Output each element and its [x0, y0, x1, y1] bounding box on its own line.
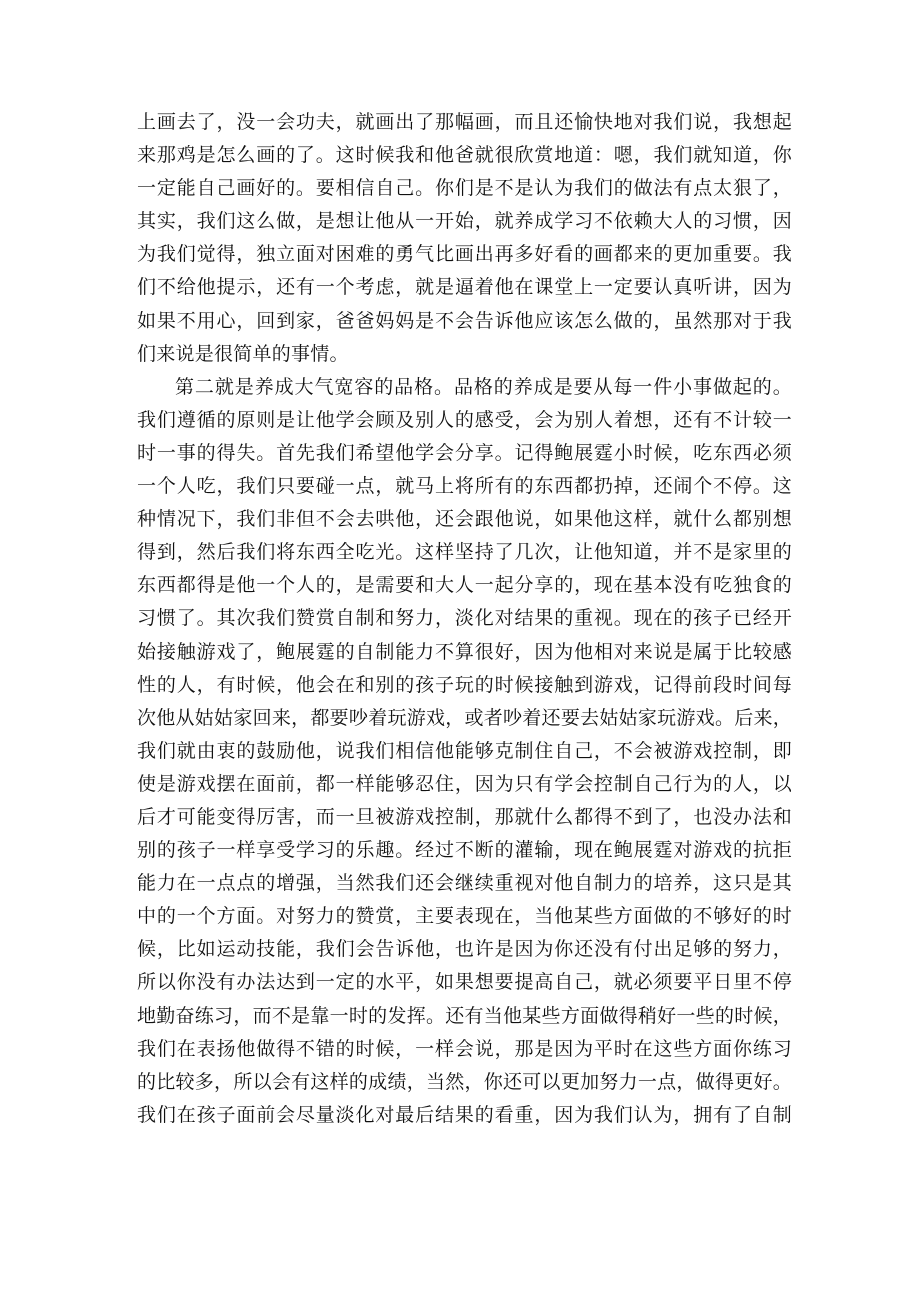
text-line: 们来说是很简单的事情。 [137, 342, 349, 365]
text-line: 得到，然后我们将东西全吃光。这样坚持了几次，让他知道，并不是家里的 [137, 541, 792, 564]
text-line: 其实，我们这么做，是想让他从一开始，就养成学习不依赖大人的习惯，因 [137, 210, 792, 233]
text-line: 我们遵循的原则是让他学会顾及别人的感受，会为别人着想，还有不计较一 [137, 408, 792, 431]
text-line: 为我们觉得，独立面对困难的勇气比画出再多好看的画都来的更加重要。我 [137, 243, 792, 266]
text-line: 后才可能变得厉害，而一旦被游戏控制，那就什么都得不到了，也没办法和 [137, 805, 792, 828]
text-line: 次他从姑姑家回来，都要吵着玩游戏，或者吵着还要去姑姑家玩游戏。后来， [137, 706, 792, 729]
text-line: 们不给他提示，还有一个考虑，就是逼着他在课堂上一定要认真听讲，因为 [137, 276, 792, 299]
paragraph [137, 106, 792, 371]
text-line: 的比较多，所以会有这样的成绩，当然，你还可以更加努力一点，做得更好。 [137, 1070, 792, 1093]
text-line: 候，比如运动技能，我们会告诉他，也许是因为你还没有付出足够的努力， [137, 938, 792, 961]
text-line: 使是游戏摆在面前，都一样能够忍住，因为只有学会控制自己行为的人，以 [137, 772, 792, 795]
text-line: 时一事的得失。首先我们希望他学会分享。记得鲍展霆小时候，吃东西必须 [137, 441, 792, 464]
text-line: 我们就由衷的鼓励他，说我们相信他能够克制住自己，不会被游戏控制，即 [137, 739, 792, 762]
text-line: 第二就是养成大气宽容的品格。品格的养成是要从每一件小事做起的。 [175, 375, 792, 398]
text-line: 上画去了，没一会功夫，就画出了那幅画，而且还愉快地对我们说，我想起 [137, 111, 792, 133]
body-text [137, 106, 792, 1132]
text-line: 性的人，有时候，他会在和别的孩子玩的时候接触到游戏，记得前段时间每 [137, 673, 792, 696]
text-line: 中的一个方面。对努力的赞赏，主要表现在，当他某些方面做的不够好的时 [137, 905, 792, 928]
text-line: 习惯了。其次我们赞赏自制和努力，淡化对结果的重视。现在的孩子已经开 [137, 607, 792, 630]
text-line: 所以你没有办法达到一定的水平，如果想要提高自己，就必须要平日里不停 [137, 971, 792, 994]
text-line: 我们在孩子面前会尽量淡化对最后结果的看重，因为我们认为，拥有了自制 [137, 1103, 792, 1126]
text-line: 别的孩子一样享受学习的乐趣。经过不断的灌输，现在鲍展霆对游戏的抗拒 [137, 839, 792, 862]
paragraph [137, 371, 792, 1132]
text-line: 一个人吃，我们只要碰一点，就马上将所有的东西都扔掉，还闹个不停。这 [137, 475, 792, 498]
text-line: 种情况下，我们非但不会去哄他，还会跟他说，如果他这样，就什么都别想 [137, 508, 792, 531]
text-line: 我们在表扬他做得不错的时候，一样会说，那是因为平时在这些方面你练习 [137, 1037, 792, 1060]
text-line: 能力在一点点的增强，当然我们还会继续重视对他自制力的培养，这只是其 [137, 872, 792, 895]
text-line: 东西都得是他一个人的，是需要和大人一起分享的，现在基本没有吃独食的 [137, 574, 792, 597]
text-line: 来那鸡是怎么画的了。这时候我和他爸就很欣赏地道：嗯，我们就知道，你 [137, 144, 792, 167]
text-line: 始接触游戏了，鲍展霆的自制能力不算很好，因为他相对来说是属于比较感 [137, 640, 792, 663]
text-line: 地勤奋练习，而不是靠一时的发挥。还有当他某些方面做得稍好一些的时候， [137, 1004, 792, 1027]
text-line: 一定能自己画好的。要相信自己。你们是不是认为我们的做法有点太狠了， [137, 177, 792, 200]
text-line: 如果不用心，回到家，爸爸妈妈是不会告诉他应该怎么做的，虽然那对于我 [137, 309, 792, 332]
